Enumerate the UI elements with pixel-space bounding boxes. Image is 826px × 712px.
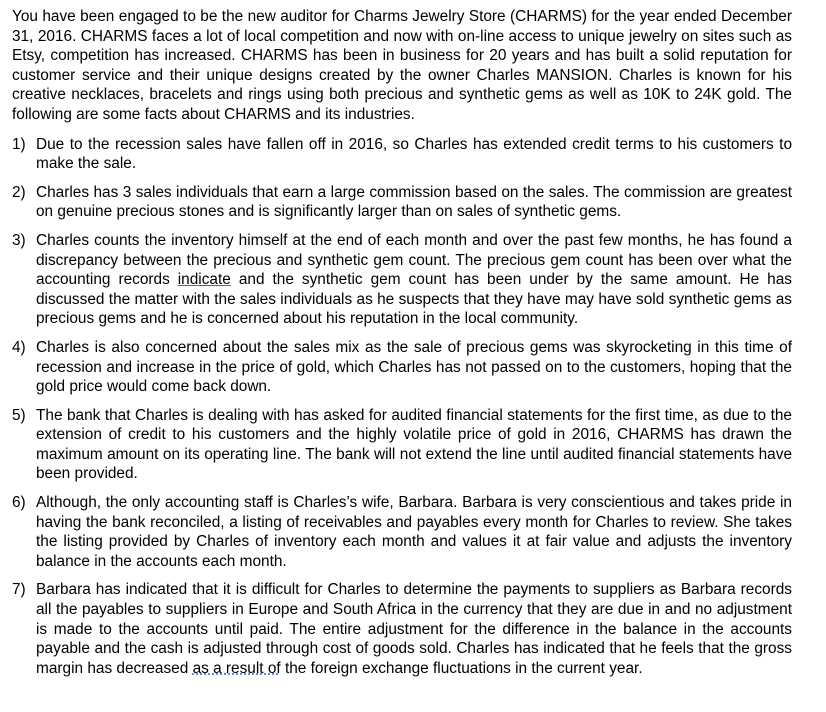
intro-paragraph: You have been engaged to be the new auditor for Charms Jewelry Store (CHARMS) for the year ended December 31, 2016. CHARMS faces a lot of local competition and now with on-line access to unique jewelry on sites such as Etsy, competition has increased. CHARMS has been in business for 20 years and has built a solid reputation for customer service and their unique designs created by the owner Charles MANSION. Charles is known for his creative necklaces, bracelets and rings using both precious and synthetic gems as well as 10K to 24K gold. The following are some facts about CHARMS and its industries. (12, 8, 792, 123)
item-text: Charles is also concerned about the sales mix as the sale of precious gems was skyrocketing in this time of recession and increase in the price of gold, which Charles has not passed on to the customers, hoping that the gold price would come back down. (36, 338, 792, 396)
item-number: 4) (12, 338, 26, 356)
item-text: Charles has 3 sales individuals that earn a large commission based on the sales. The commission are greatest on genuine precious stones and is significantly larger than on sales of synthetic gems. (36, 183, 792, 221)
item-number: 1) (12, 135, 26, 153)
item-number: 7) (12, 581, 26, 599)
item-number: 2) (12, 183, 26, 201)
list-item (12, 406, 792, 484)
list-item (12, 338, 792, 397)
list-item (12, 493, 792, 571)
item-text: The bank that Charles is dealing with has asked for audited financial statements for the first time, as due to the extension of credit to his customers and the highly volatile price of gold in 2016, CHARMS has drawn the maximum amount on its operating line. The bank will not extend the line until audited financial statements have been provided. (36, 406, 792, 483)
list-item (12, 135, 792, 174)
item-text: Due to the recession sales have fallen off in 2016, so Charles has extended credit terms to his customers to make the sale. (36, 135, 792, 173)
facts-list (12, 135, 792, 679)
grammar-flagged-word: indicate (177, 271, 231, 289)
item-number: 3) (12, 231, 26, 249)
item-number: 6) (12, 494, 26, 512)
item-text-before: Barbara has indicated that it is difficult for Charles to determine the payments to suppliers as Barbara records all the payables to suppliers in Europe and South Africa in the currency that they are due in and no adjustment is made to the accounts until paid. The entire adjustment for the difference in the balance in the accounts payable and the cash is adjusted through cost of goods sold. Charles has indicated that he feels that the gross margin has decreased (36, 581, 792, 677)
item-text-before: Charles counts the inventory himself at the end of each month and over the past few months, he has found a discrepancy between the precious and synthetic gem count. The precious gem count has been over what the accounting records (36, 231, 792, 289)
item-text-after: and the synthetic gem count has been under by the same amount. He has discussed the matter with the sales individuals as he suspects that they have may have sold synthetic gems as precious gems and he is concerned about his reputation in the local community. (36, 271, 792, 328)
list-item (12, 231, 792, 329)
item-text-after: the foreign exchange fluctuations in the current year. (280, 659, 643, 677)
grammar-flagged-phrase: as a result of (192, 659, 281, 677)
list-item (12, 580, 792, 678)
list-item (12, 183, 792, 222)
item-number: 5) (12, 406, 26, 424)
item-text: Although, the only accounting staff is Charles’s wife, Barbara. Barbara is very conscientious and takes pride in having the bank reconciled, a listing of receivables and payables every month for Charles to review. She takes the listing provided by Charles of inventory each month and values it at fair value and adjusts the inventory balance in the accounts each month. (36, 494, 792, 570)
